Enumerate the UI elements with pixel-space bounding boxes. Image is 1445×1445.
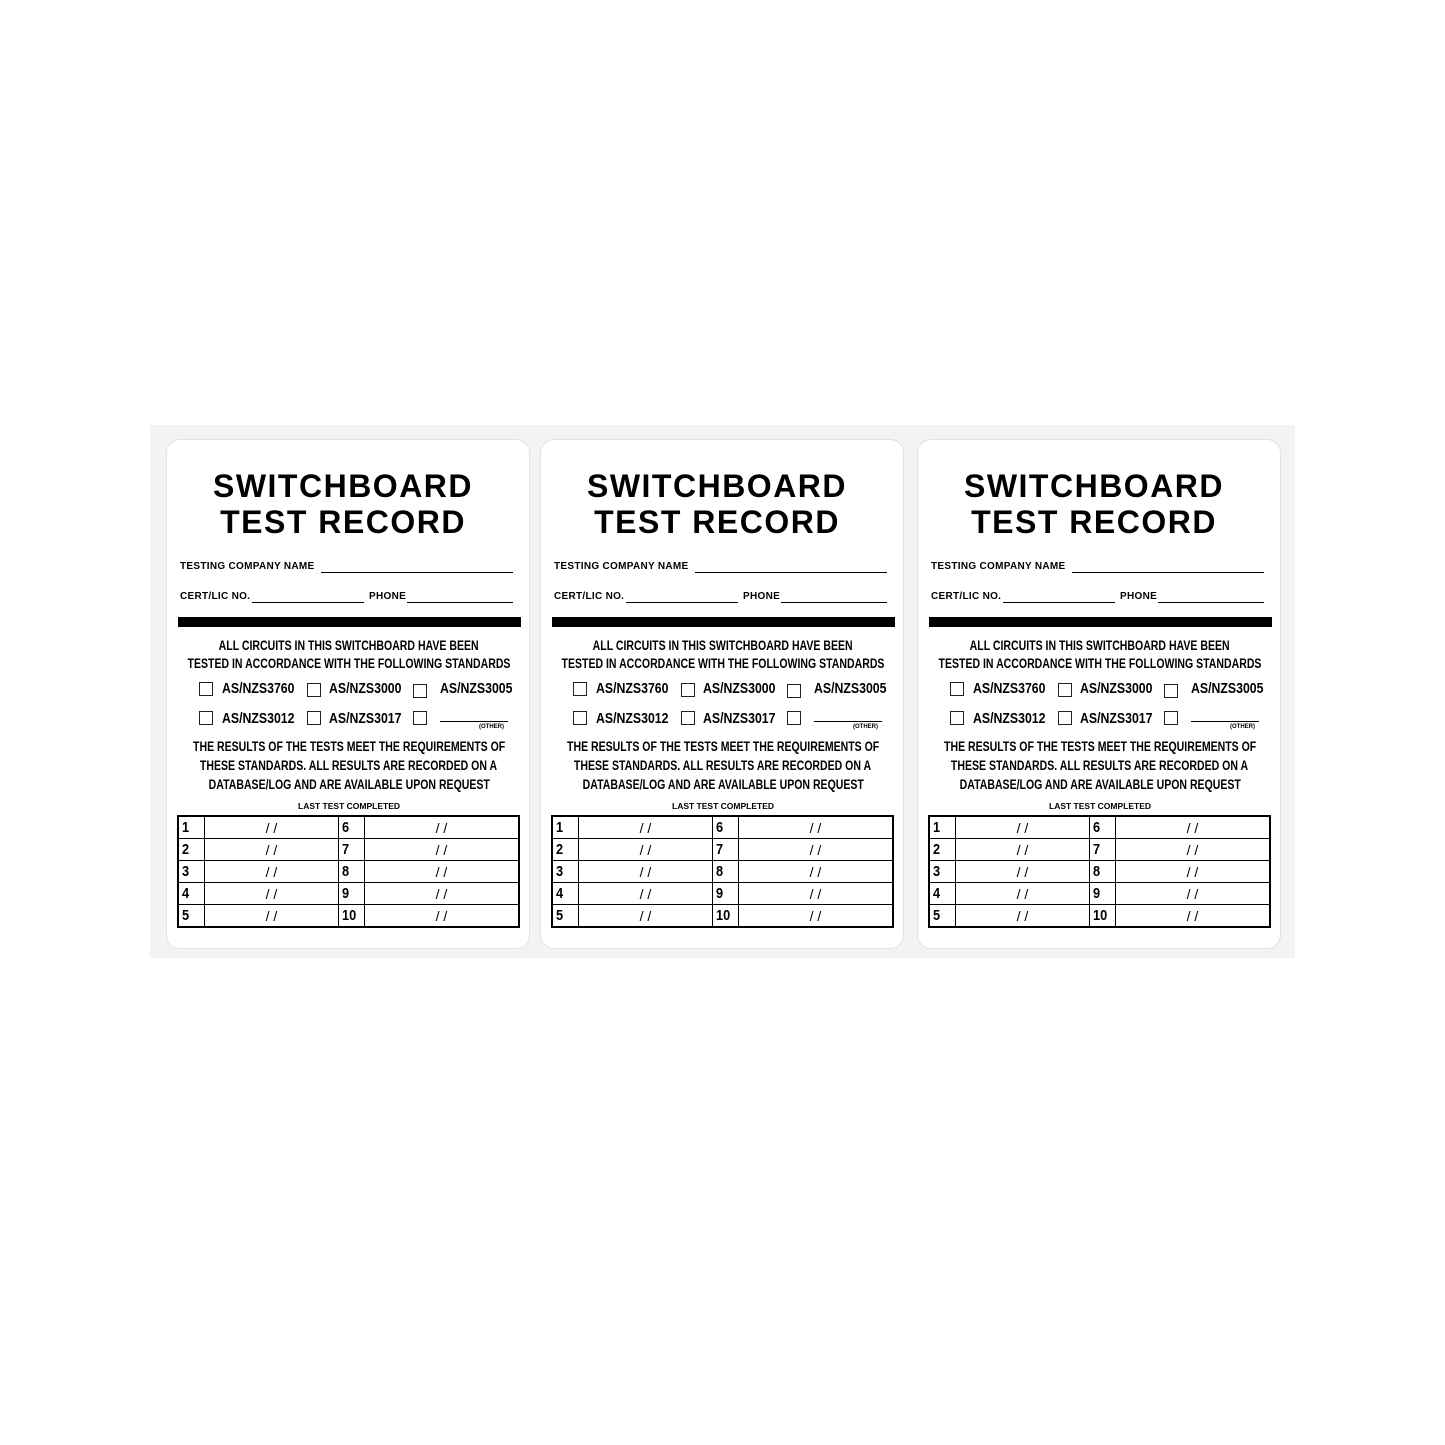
results-text-1: THE RESULTS OF THE TESTS MEET THE REQUIREMENTS OF — [566, 739, 880, 754]
table-row — [929, 905, 1270, 928]
table-row — [552, 905, 893, 928]
date-cell[interactable]: / / — [1116, 883, 1271, 905]
standard-label: AS/NZS3012 — [973, 710, 1046, 727]
date-cell[interactable]: / / — [739, 839, 894, 861]
date-cell[interactable]: / / — [1116, 905, 1271, 928]
date-cell[interactable]: / / — [579, 883, 713, 905]
test-number: 8 — [339, 861, 365, 883]
checkbox-std-2[interactable] — [681, 683, 695, 697]
company-name-field[interactable] — [1072, 572, 1264, 573]
test-number: 6 — [339, 816, 365, 839]
test-record-label — [166, 439, 530, 949]
company-name-field[interactable] — [695, 572, 887, 573]
test-number: 1 — [178, 816, 205, 839]
divider-bar — [552, 617, 895, 627]
checkbox-std-4[interactable] — [573, 711, 587, 725]
test-number: 3 — [929, 861, 956, 883]
checkbox-other[interactable] — [1164, 711, 1178, 725]
test-number: 7 — [339, 839, 365, 861]
standard-label: AS/NZS3017 — [703, 710, 776, 727]
standard-label: AS/NZS3005 — [814, 680, 887, 697]
test-number: 2 — [929, 839, 956, 861]
standard-label: AS/NZS3012 — [222, 710, 295, 727]
date-cell[interactable]: / / — [205, 905, 339, 928]
results-text-1: THE RESULTS OF THE TESTS MEET THE REQUIREMENTS OF — [192, 739, 506, 754]
results-text-3: DATABASE/LOG AND ARE AVAILABLE UPON REQUEST — [959, 777, 1241, 792]
other-label: (OTHER) — [479, 724, 504, 730]
company-name-label: TESTING COMPANY NAME — [931, 561, 1066, 572]
phone-label: PHONE — [369, 591, 407, 602]
table-row — [178, 861, 519, 883]
test-number: 2 — [552, 839, 579, 861]
date-cell[interactable]: / / — [365, 839, 520, 861]
date-cell[interactable]: / / — [956, 861, 1090, 883]
date-cell[interactable]: / / — [579, 816, 713, 839]
date-cell[interactable]: / / — [365, 883, 520, 905]
date-cell[interactable]: / / — [739, 883, 894, 905]
date-cell[interactable]: / / — [956, 839, 1090, 861]
other-field[interactable] — [440, 721, 508, 722]
test-log-table — [177, 815, 520, 928]
date-cell[interactable]: / / — [579, 839, 713, 861]
date-cell[interactable]: / / — [739, 816, 894, 839]
date-cell[interactable]: / / — [205, 861, 339, 883]
test-record-label — [540, 439, 904, 949]
checkbox-std-4[interactable] — [199, 711, 213, 725]
last-test-completed-label: LAST TEST COMPLETED — [298, 801, 400, 811]
phone-label: PHONE — [743, 591, 781, 602]
table-row — [178, 905, 519, 928]
cert-lic-label: CERT/LIC NO. — [180, 591, 251, 602]
table-row — [929, 816, 1270, 839]
standard-label: AS/NZS3000 — [1080, 680, 1153, 697]
test-number: 2 — [178, 839, 205, 861]
table-row — [178, 839, 519, 861]
test-number: 4 — [178, 883, 205, 905]
title-line-2: TEST RECORD — [594, 504, 840, 540]
test-number: 7 — [713, 839, 739, 861]
test-number: 3 — [178, 861, 205, 883]
other-label: (OTHER) — [1230, 724, 1255, 730]
test-number: 5 — [552, 905, 579, 928]
company-name-label: TESTING COMPANY NAME — [180, 561, 315, 572]
test-number: 10 — [713, 905, 739, 928]
checkbox-std-1[interactable] — [199, 682, 213, 696]
divider-bar — [178, 617, 521, 627]
test-number: 6 — [1090, 816, 1116, 839]
table-row — [552, 816, 893, 839]
date-cell[interactable]: / / — [1116, 839, 1271, 861]
results-text-3: DATABASE/LOG AND ARE AVAILABLE UPON REQUEST — [208, 777, 490, 792]
date-cell[interactable]: / / — [205, 839, 339, 861]
table-row — [929, 883, 1270, 905]
checkbox-std-5[interactable] — [681, 711, 695, 725]
intro-text-1: ALL CIRCUITS IN THIS SWITCHBOARD HAVE BEEN — [593, 638, 853, 653]
checkbox-other[interactable] — [413, 711, 427, 725]
standard-label: AS/NZS3000 — [329, 680, 402, 697]
other-field[interactable] — [1191, 721, 1259, 722]
checkbox-std-5[interactable] — [1058, 711, 1072, 725]
standard-label: AS/NZS3760 — [596, 680, 669, 697]
other-label: (OTHER) — [853, 724, 878, 730]
standard-label: AS/NZS3012 — [596, 710, 669, 727]
date-cell[interactable]: / / — [739, 905, 894, 928]
test-number: 8 — [713, 861, 739, 883]
test-log-table — [551, 815, 894, 928]
table-row — [552, 861, 893, 883]
test-number: 7 — [1090, 839, 1116, 861]
table-row — [552, 883, 893, 905]
results-text-2: THESE STANDARDS. ALL RESULTS ARE RECORDED ON A — [200, 758, 498, 773]
date-cell[interactable]: / / — [365, 816, 520, 839]
test-number: 9 — [339, 883, 365, 905]
intro-text-2: TESTED IN ACCORDANCE WITH THE FOLLOWING STANDARDS — [187, 656, 511, 671]
title-line-1: SWITCHBOARD — [212, 468, 474, 504]
cert-lic-label: CERT/LIC NO. — [554, 591, 625, 602]
checkbox-std-2[interactable] — [1058, 683, 1072, 697]
standard-label: AS/NZS3005 — [1191, 680, 1264, 697]
title-line-2: TEST RECORD — [220, 504, 466, 540]
date-cell[interactable]: / / — [205, 816, 339, 839]
test-number: 5 — [929, 905, 956, 928]
checkbox-std-4[interactable] — [950, 711, 964, 725]
title-line-2: TEST RECORD — [971, 504, 1217, 540]
last-test-completed-label: LAST TEST COMPLETED — [672, 801, 774, 811]
checkbox-std-1[interactable] — [950, 682, 964, 696]
checkbox-std-2[interactable] — [307, 683, 321, 697]
results-text-2: THESE STANDARDS. ALL RESULTS ARE RECORDED ON A — [951, 758, 1249, 773]
date-cell[interactable]: / / — [579, 905, 713, 928]
test-number: 4 — [929, 883, 956, 905]
intro-text-1: ALL CIRCUITS IN THIS SWITCHBOARD HAVE BEEN — [219, 638, 479, 653]
other-field[interactable] — [814, 721, 882, 722]
cert-lic-field[interactable] — [1003, 602, 1115, 603]
date-cell[interactable]: / / — [956, 816, 1090, 839]
checkbox-std-3[interactable] — [1164, 684, 1178, 698]
test-number: 9 — [713, 883, 739, 905]
intro-text-2: TESTED IN ACCORDANCE WITH THE FOLLOWING STANDARDS — [938, 656, 1262, 671]
checkbox-other[interactable] — [787, 711, 801, 725]
test-number: 5 — [178, 905, 205, 928]
cert-lic-field[interactable] — [252, 602, 364, 603]
test-number: 10 — [1090, 905, 1116, 928]
date-cell[interactable]: / / — [956, 905, 1090, 928]
last-test-completed-label: LAST TEST COMPLETED — [1049, 801, 1151, 811]
standard-label: AS/NZS3000 — [703, 680, 776, 697]
results-text-1: THE RESULTS OF THE TESTS MEET THE REQUIREMENTS OF — [943, 739, 1257, 754]
phone-field[interactable] — [781, 602, 887, 603]
date-cell[interactable]: / / — [579, 861, 713, 883]
phone-field[interactable] — [1158, 602, 1264, 603]
test-number: 8 — [1090, 861, 1116, 883]
checkbox-std-3[interactable] — [787, 684, 801, 698]
standard-label: AS/NZS3005 — [440, 680, 513, 697]
date-cell[interactable]: / / — [1116, 816, 1271, 839]
test-number: 4 — [552, 883, 579, 905]
checkbox-std-5[interactable] — [307, 711, 321, 725]
test-number: 6 — [713, 816, 739, 839]
table-row — [178, 883, 519, 905]
company-name-field[interactable] — [321, 572, 513, 573]
test-number: 1 — [929, 816, 956, 839]
standard-label: AS/NZS3760 — [973, 680, 1046, 697]
table-row — [552, 839, 893, 861]
standard-label: AS/NZS3017 — [329, 710, 402, 727]
checkbox-std-3[interactable] — [413, 684, 427, 698]
intro-text-1: ALL CIRCUITS IN THIS SWITCHBOARD HAVE BEEN — [970, 638, 1230, 653]
date-cell[interactable]: / / — [365, 861, 520, 883]
table-row — [178, 816, 519, 839]
table-row — [929, 839, 1270, 861]
title-line-1: SWITCHBOARD — [586, 468, 848, 504]
intro-text-2: TESTED IN ACCORDANCE WITH THE FOLLOWING STANDARDS — [561, 656, 885, 671]
results-text-3: DATABASE/LOG AND ARE AVAILABLE UPON REQUEST — [582, 777, 864, 792]
table-row — [929, 861, 1270, 883]
test-log-table — [928, 815, 1271, 928]
standard-label: AS/NZS3760 — [222, 680, 295, 697]
test-number: 10 — [339, 905, 365, 928]
date-cell[interactable]: / / — [1116, 861, 1271, 883]
date-cell[interactable]: / / — [365, 905, 520, 928]
test-number: 9 — [1090, 883, 1116, 905]
divider-bar — [929, 617, 1272, 627]
standard-label: AS/NZS3017 — [1080, 710, 1153, 727]
title-line-1: SWITCHBOARD — [963, 468, 1225, 504]
cert-lic-label: CERT/LIC NO. — [931, 591, 1002, 602]
phone-label: PHONE — [1120, 591, 1158, 602]
checkbox-std-1[interactable] — [573, 682, 587, 696]
cert-lic-field[interactable] — [626, 602, 738, 603]
date-cell[interactable]: / / — [205, 883, 339, 905]
results-text-2: THESE STANDARDS. ALL RESULTS ARE RECORDED ON A — [574, 758, 872, 773]
test-record-label — [917, 439, 1281, 949]
test-number: 1 — [552, 816, 579, 839]
phone-field[interactable] — [407, 602, 513, 603]
date-cell[interactable]: / / — [739, 861, 894, 883]
test-number: 3 — [552, 861, 579, 883]
date-cell[interactable]: / / — [956, 883, 1090, 905]
company-name-label: TESTING COMPANY NAME — [554, 561, 689, 572]
